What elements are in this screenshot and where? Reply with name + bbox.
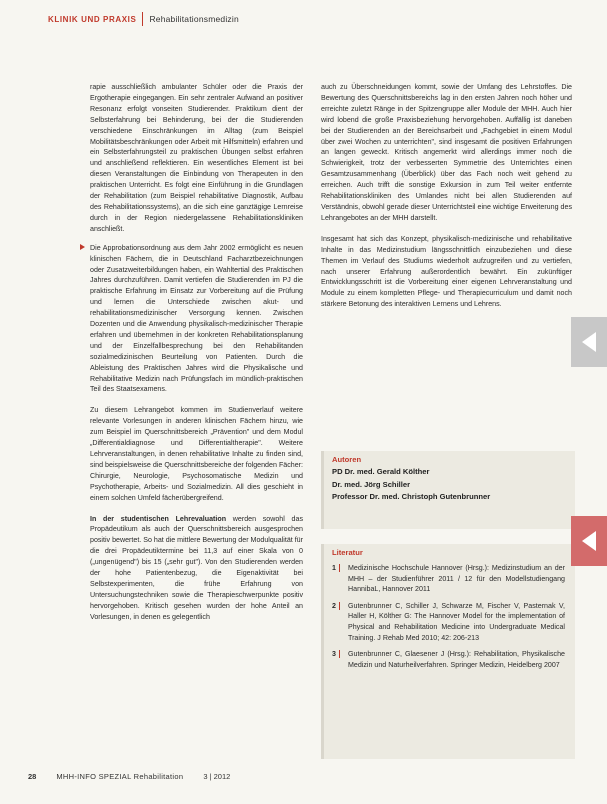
reference-number: 1 [332,564,340,572]
author-name: Dr. med. Jörg Schiller [332,479,411,489]
page-number: 28 [28,772,37,781]
right-column [321,82,572,310]
reference-item [324,559,575,597]
page-header [48,10,239,28]
reference-number: 2 [332,602,340,610]
references-title: Literatur [332,548,363,557]
evaluation-text: werden sowohl das Propädeutikum als auch der Querschnittsbereich ausgesprochen positiv bewertet. So hat die mittlere Bewertung der Modulqualität für die drei Propädeutiktermine bei 11,3 auf einer Skala von 0 („ungenügend") bis 15 („sehr gut"). Von den Studierenden werden der hohe Patientenbezug, die Eigenaktivität bei Selbstexperimenten, die frühe Erfahrung von Untersuchungstechniken sowie die Therapieschwerpunkte positiv hervorgehoben. Kritisch gesehen wurden der hohe Anteil an Vorlesungen, in denen es gelegentlich [90,514,303,621]
reference-item [324,645,575,672]
references-box [321,544,575,759]
reference-text: Medizinische Hochschule Hannover (Hrsg.): Medizinstudium an der MHH – der Studienführer 2011 / 12 für den Modellstudiengang HannibaL, Hannover 2011 [348,564,565,594]
authors-box [321,451,575,529]
journal-name: MHH-INFO SPEZIAL Rehabilitation [56,772,184,781]
left-paragraph-1: rapie ausschließlich ambulanter Schüler oder die Praxis der Ergotherapie eingegangen. Ein sehr zentraler Aufwand an positiver Resonanz erfolgt vonseiten Studierender. Praktikum dient der Selbsterfahrung bei Behinderung, bei der die Studierenden verschiedene Einschränkungen im Alltag (zum Beispiel Mobilitätsbeschränkungen oder Arbeit mit Hilfsmitteln) erfahren und ein Selbsterfahrungsteil zu praktischen Übungen selbst erfahren und anschließend reflektieren. Ein wesentliches Element ist bei diesen Veranstaltungen die Einbindung von Therapeuten in den praktischen Unterricht. Es folgt eine Einführung in die Grundlagen der Rehabilitation (zum Beispiel rehabilitative Diagnostik, Aufbau des Rehabilitationssystems), an die sich eine ganztägige Lernreise durch in der Region niedergelassene Rehabilitationskliniken anschließt. [90,83,303,233]
bullet-text: Die Approbationsordnung aus dem Jahr 2002 ermöglicht es neuen klinischen Fächern, die in Deutschland Facharztbezeichnungen oder Zusatzweiterbildungen haben, ein Wahltertial des Praktischen Jahres durchzuführen. Damit vertiefen die Studierenden im PJ die praktische Erfahrung im Einsatz zur Vorbereitung auf die Prüfung und lernen die Unterschiede zwischen akut- und rehabilitationsmedizinischer Versorgung kennen. Zwischen Dozenten und die Anwendung physikalisch-medizinischer Therapie erfahren und übernehmen in der konkreten Rehabilitationsplanung und der Einzelfallbesprechung bei den Rehabilitanden sozialmedizinischen Beurteilung von Patienten. Durch die Ableistung des Praktischen Jahres wird die Physikalische und Rehabilitative Medizin nach Prüfungsfach im mündlich-praktischen Teil des Staatsexamens. [90,243,303,394]
reference-text: Gutenbrunner C, Schiller J, Schwarze M, Fischer V, Pasternak V, Haller H, Költher G: The Hannover Model for the implementation of Physical and Rehabilitation Medicine into Undergraduate Medical Training. J Rehab Med 2010; 42: 206-213 [348,601,565,642]
right-paragraph-1: auch zu Überschneidungen kommt, sowie der Umfang des Lehrstoffes. Die Bewertung des Querschnittsbereichs lag in den ersten Jahren noch höher und erreichte zuletzt Ränge in der Spitzengruppe aller Module der MHH. Auch hier wird lobend die große Praxisbeziehung hervorgehoben. Auffällig ist daneben bei der Studierenden an der Bereichsarbeit und „Fachgebiet in einem Modul über zwei Wochen zu unterrichten", sind insgesamt die positiven Erfahrungen an langen geweckt. Kritisch angemerkt wird allerdings immer noch die Schwierigkeit, trotz der verbesserten Symmetrie des Unterrichtes einen Gesamtzusammenhang (Überblick) über das Fach noch weit gehend zu erreichen. Auch trifft die sonstige Exkursion in zum Teil weiter entfernte Rehabilitationskliniken des Umlandes nicht bei allen Studierenden auf Verständnis, obwohl gerade dieser Unterrichtsteil eine wichtige Erweiterung des Lehrangebotes an der MHH darstellt. [321,83,572,222]
reference-item [324,597,575,645]
bullet-item-pj [48,243,303,396]
left-paragraph-2: Zu diesem Lehrangebot kommen im Studienverlauf weitere relevante Vorlesungen in anderen klinischen Fächern hinzu, wie zum Beispiel im Querschnittsbereich „Prävention" und dem Modul „Differentialdiagnose und Differentialtherapie". Weitere Lehrveranstaltungen, in denen rehabilitative Inhalte zu finden sind, sind beispielsweise die Querschnittsbereiche der folgenden Fächer: Chirurgie, Neurologie, Psychosomatische Medizin und Psychotherapie, Arbeits- und Sozialmedizin. All dies geschieht in einem solchen Umfeld fächerübergreifend. [90,406,303,502]
triangle-left-icon [582,531,596,551]
side-tab-red [571,516,607,566]
reference-text: Gutenbrunner C, Glaesener J (Hrsg.): Rehabilitation, Physikalische Medizin und Naturheilverfahren. Springer Medizin, Heidelberg 2007 [348,650,565,669]
evaluation-lead: In der studentischen Lehrevaluation [90,514,227,523]
authors-title: Autoren [332,455,362,464]
issue-number: 3 | 2012 [203,772,231,781]
side-tab-grey [571,317,607,367]
triangle-left-icon [582,332,596,352]
right-paragraph-2: Insgesamt hat sich das Konzept, physikalisch-medizinische und rehabilitative Inhalte in das Medizinstudium längsschnittlich einzubeziehen und diese Themen im Verlauf des Studiums wiederholt aufzugreifen und zu vertiefen, nach unserer Erfahrung außerordentlich bewährt. Ein zukünftiger Entwicklungsschritt ist die Vorbereitung einer eigenen Lehrveranstaltung und Module zu einem kompletten Pflege- und Therapiecurriculum und damit noch stärkere Betonung des interaktiven Lernens und Lehrens. [321,234,572,309]
left-paragraph-3 [48,514,303,623]
page-footer [28,772,230,781]
author-name: PD Dr. med. Gerald Költher [332,467,430,476]
left-column [48,82,303,623]
topic-label: Rehabilitationsmedizin [149,14,239,24]
author-name: Professor Dr. med. Christoph Gutenbrunner [332,492,491,501]
reference-number: 3 [332,650,340,658]
section-label: KLINIK UND PRAXIS [48,14,137,24]
header-divider [142,12,143,26]
triangle-bullet-icon [80,244,85,250]
